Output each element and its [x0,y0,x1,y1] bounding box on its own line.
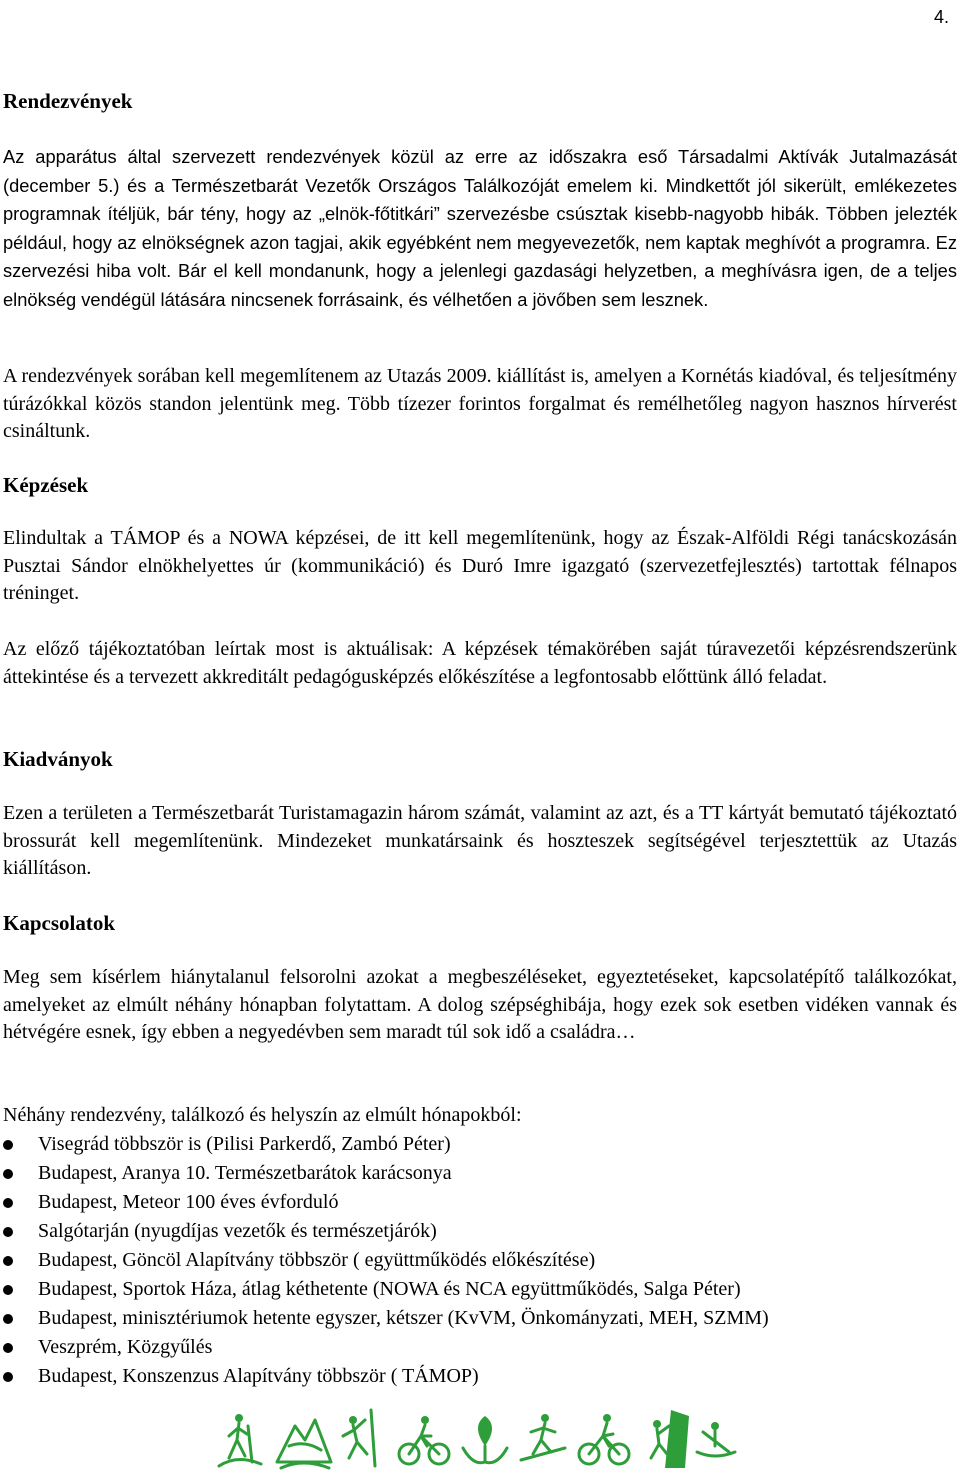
list-item [3,1304,957,1333]
list-intro: Néhány rendezvény, találkozó és helyszín az elmúlt hónapokból: [3,1104,522,1126]
paragraph-rendezvenyek-2: A rendezvények sorában kell megemlítenem az Utazás 2009. kiállítást is, amelyen a Kornétás kiadóval, és teljesítmény túrázókkal közös standon jelentünk meg. Több tízezer forintos forgalmat és remélhetőleg nagyon hasznos hírverést csináltunk. [3,365,957,442]
page-number: 4. [933,7,949,27]
places-list [3,1130,957,1391]
paragraph-rendezvenyek-1a: Az apparátus által szervezett rendezvények közül az erre az időszakra eső Társadalmi Aktívák Jutalmazását (december 5.) és a Természetbarát Vezetők Országos Találkozóját emelem ki. Mindkettőt jól sikerült, emlékezetes programnak ítéljük, bár tény, hogy az „elnök-főtitkári” szervezésbe csúsztak kisebb-nagyobb hibák. [3,146,957,224]
leaf-hands-icon [463,1416,507,1463]
section-title-rendezvenyek: Rendezvények [3,89,133,113]
skier-icon [521,1414,565,1460]
bullet-icon [3,1314,13,1324]
section-title-kapcsolatok: Kapcsolatok [3,911,116,935]
list-item [3,1333,957,1362]
bullet-icon [3,1372,13,1382]
list-item-text: Veszprém, Közgyűlés [38,1336,213,1358]
paddler-icon [697,1422,735,1456]
list-item [3,1246,957,1275]
paragraph-kepzesek-2: Az előző tájékoztatóban leírtak most is aktuálisak: A képzések témakörében saját túravezetői képzésrendszerünk áttekintése és a tervezett akkreditált pedagógusképzés előkészítése a legfontosabb előttünk álló feladat. [3,638,957,688]
section-title-kepzesek: Képzések [3,473,89,497]
climber-icon [343,1410,375,1466]
bullet-icon [3,1343,13,1353]
list-item-text: Budapest, Meteor 100 éves évforduló [38,1191,339,1213]
bullet-icon [3,1198,13,1208]
cyclist-icon [399,1416,449,1464]
mountain-icon [277,1420,331,1468]
logo-strip [217,1406,737,1476]
bullet-icon [3,1140,13,1150]
paragraph-kapcsolatok-1: Meg sem kísérlem hiánytalanul felsorolni azokat a megbeszéléseket, egyeztetéseket, kapcsolatépítő találkozókat, amelyeket az elmúlt néhány hónapban folytattam. A dolog szépséghibája, hogy ezek sok esetben vidéken vannak és hétvégére esnek, így ebben a negyedévben sem maradt túl sok idő a családra… [3,966,957,1043]
section-title-kiadvanyok: Kiadványok [3,747,113,771]
bullet-icon [3,1256,13,1266]
list-item [3,1217,957,1246]
list-item [3,1130,957,1159]
list-item [3,1188,957,1217]
list-item-text: Salgótarján (nyugdíjas vezetők és természetjárók) [38,1220,437,1242]
bullet-icon [3,1169,13,1179]
list-item-text: Budapest, Konszenzus Alapítvány többször ( TÁMOP) [38,1365,479,1387]
paragraph-kepzesek-1: Elindultak a TÁMOP és a NOWA képzései, de itt kell megemlítenünk, hogy az Észak-Alföldi Régi tanácskozásán Pusztai Sándor elnökhelyettes úr (kommunikáció) és Duró Imre igazgató (szervezetfejlesztés) tartottak félnapos tréninget. [3,527,957,604]
hiker-icon [219,1414,261,1466]
bullet-icon [3,1285,13,1295]
list-item [3,1362,957,1391]
paragraph-rendezvenyek-1b: Többen jelezték például, hogy az elnökségnek azon tagjai, akik egyébként nem megyevezetők, nem kaptak meghívót a programra. Ez szervezési hiba volt. Bár el kell mondanunk, hogy a jelenlegi gazdasági helyzetben, a meghívásra igen, de a teljes elnökség vendégül látására nincsenek forrásaink, és vélhetően a jövőben sem lesznek. [3,203,957,310]
bullet-icon [3,1227,13,1237]
paragraph-rendezvenyek-1 [3,143,957,314]
list-item [3,1275,957,1304]
list-item-text: Budapest, minisztériumok hetente egyszer, kétszer (KvVM, Önkományzati, MEH, SZMM) [38,1307,769,1329]
paragraph-kiadvanyok-1: Ezen a területen a Természetbarát Turistamagazin három számát, valamint az azt, és a TT kártyát bemutató tájékoztató brossurát kell megemlítenünk. Mindezeket munkatársaink és hoszteszek segítségével terjesztettük az Utazás kiállításon. [3,802,957,879]
list-item-text: Budapest, Aranya 10. Természetbarátok karácsonya [38,1162,452,1184]
cyclist-icon [579,1414,629,1464]
rock-climber-icon [651,1410,689,1468]
list-item-text: Budapest, Göncöl Alapítvány többször ( együttműködés előkészítése) [38,1249,596,1271]
list-item-text: Budapest, Sportok Háza, átlag kéthetente (NOWA és NCA együttműködés, Salga Péter) [38,1278,741,1300]
list-item-text: Visegrád többször is (Pilisi Parkerdő, Zambó Péter) [38,1133,451,1155]
list-item [3,1159,957,1188]
